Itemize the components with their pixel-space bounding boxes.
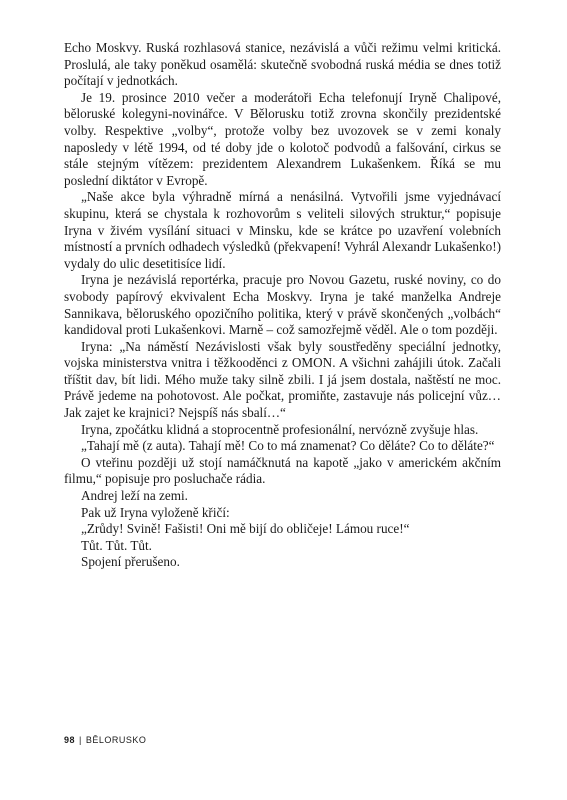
footer-separator: | xyxy=(79,735,82,745)
paragraph: „Naše akce byla výhradně mírná a nenásilná. Vytvořili jsme vyjednávací skupinu, která se chystala k rozhovorům s veliteli silových struktur,“ popisuje Iryna v živém vysílání situaci v Minsku, kde se krátce po uzavření volebních místností a prvních odhadech výsledků (překvapení! Vyhrál Alexandr Lukašenko!) vydaly do ulic desetitisíce lidí. xyxy=(64,189,501,271)
paragraph: Je 19. prosince 2010 večer a moderátoři Echa telefonují Iryně Chalipové, běloruské kolegyni-novinářce. V Bělorusku totiž zrovna skončily prezidentské volby. Respektive „volby“, protože volby bez uvozovek se v zemi konaly naposledy v létě 1994, od té doby jde o kolotoč podvodů a falšování, cirkus se stále stejným vítězem: prezidentem Alexandrem Lukašenkem. Říká se mu poslední diktátor v Evropě. xyxy=(64,89,501,188)
paragraph: Iryna: „Na náměstí Nezávislosti však byly soustředěny speciální jednotky, vojska ministerstva vnitra i těžkooděnci z OMON. A všichni zahájili útok. Začali tříštit dav, bít lidi. Mého muže taky silně zbili. I já jsem dostala, naštěstí ne moc. Právě jedeme na pohotovost. Ale počkat, promiňte, zastavuje nás policejní vůz… Jak zajet ke krajnici? Nejspíš nás sbalí…“ xyxy=(64,338,501,421)
running-section-title: BĚLORUSKO xyxy=(85,735,147,745)
page-number: 98 xyxy=(64,735,76,745)
paragraph: O vteřinu později už stojí namáčknutá na kapotě „jako v americkém akčním filmu,“ popisuje pro posluchače rádia. xyxy=(64,454,501,487)
body-text xyxy=(64,40,501,571)
paragraph: Tůt. Tůt. Tůt. xyxy=(81,537,152,553)
paragraph: Echo Moskvy. Ruská rozhlasová stanice, nezávislá a vůči režimu velmi kritická. Proslulá, ale taky poněkud osamělá: skutečně svobodná ruská média se dnes totiž počítají v jednotkách. xyxy=(64,40,501,89)
page-footer xyxy=(64,735,146,745)
paragraph: Andrej leží na zemi. xyxy=(81,488,188,504)
paragraph: Spojení přerušeno. xyxy=(81,554,180,570)
paragraph: Iryna je nezávislá reportérka, pracuje pro Novou Gazetu, ruské noviny, co do svobody papírový ekvivalent Echa Moskvy. Iryna je také manželka Andreje Sannikava, běloruského opozičního politika, který v právě skončených „volbách“ kandidoval proti Lukašenkovi. Marně – což samozřejmě věděl. Ale o tom později. xyxy=(64,272,501,338)
paragraph: Iryna, zpočátku klidná a stoprocentně profesionální, nervózně zvyšuje hlas. xyxy=(81,421,479,437)
paragraph: Pak už Iryna vyloženě křičí: xyxy=(81,504,230,520)
paragraph: „Zrůdy! Svině! Fašisti! Oni mě bijí do obličeje! Lámou ruce!“ xyxy=(81,521,410,537)
paragraph: „Tahají mě (z auta). Tahají mě! Co to má znamenat? Co děláte? Co to děláte?“ xyxy=(81,438,495,454)
